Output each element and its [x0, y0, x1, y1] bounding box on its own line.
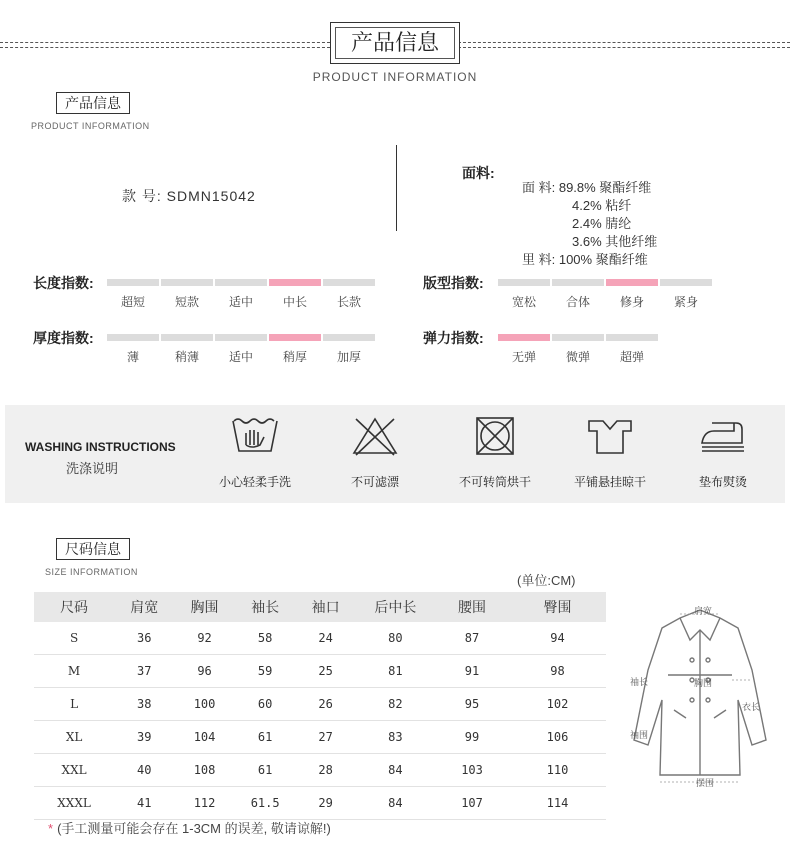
coat-label-sleeve-length: 袖长 [630, 677, 649, 687]
fabric-title: 面料: [462, 165, 495, 181]
index-option-label: 无弹 [511, 350, 536, 364]
wash-item-no-bleach [320, 415, 430, 490]
table-cell: 99 [464, 730, 480, 744]
table-cell: 60 [257, 697, 273, 711]
iron-with-cloth-icon [698, 415, 748, 457]
fabric-row: 里 料: 100% 聚酯纤维 [522, 252, 648, 267]
wash-label: 平铺悬挂晾干 [573, 475, 646, 489]
fabric-row: 面 料: 89.8% 聚酯纤维 [522, 180, 652, 195]
index-segment [606, 279, 658, 286]
table-cell: 84 [388, 763, 403, 777]
note-text: (手工测量可能会存在 1-3CM 的误差, 敬请谅解!) [57, 821, 331, 836]
size-cell: XL [65, 730, 83, 744]
index-segment [161, 279, 213, 286]
table-cell: 25 [318, 664, 333, 678]
table-cell: 103 [461, 763, 483, 777]
table-row [34, 655, 606, 688]
thickness-index-label: 厚度指数: [33, 330, 94, 346]
fabric-row: 2.4% 腈纶 [572, 216, 632, 231]
coat-label-chest: 胸围 [694, 678, 713, 688]
index-segment [606, 334, 658, 341]
length-index-label: 长度指数: [33, 275, 94, 291]
index-option-label: 合体 [565, 295, 590, 309]
table-cell: 40 [137, 763, 152, 777]
index-segment [215, 279, 267, 286]
header-divider-right [458, 42, 790, 48]
index-option-label: 超短 [120, 295, 145, 309]
table-cell: 27 [318, 730, 333, 744]
size-table-header [34, 592, 606, 622]
table-cell: 95 [464, 697, 480, 711]
table-cell: 28 [318, 763, 333, 777]
table-cell: 29 [318, 796, 333, 810]
index-option-label: 修身 [619, 295, 644, 309]
note-star: * [48, 821, 54, 836]
table-cell: 107 [461, 796, 483, 810]
index-option-label: 稍厚 [282, 350, 307, 364]
table-cell: 84 [388, 796, 403, 810]
product-section-title: 产品信息 [56, 92, 130, 114]
table-cell: 61 [257, 730, 273, 744]
index-segment [552, 334, 604, 341]
coat-label-cuff: 袖围 [630, 730, 649, 740]
table-cell: 58 [257, 631, 273, 645]
column-header: 肩宽 [114, 592, 174, 622]
table-cell: 59 [257, 664, 273, 678]
fit-index-label: 版型指数: [423, 275, 484, 291]
table-row [34, 721, 606, 754]
no-tumble-dry-icon [470, 415, 520, 457]
index-segment [269, 279, 321, 286]
table-cell: 96 [197, 664, 212, 678]
table-cell: 102 [546, 697, 569, 711]
table-cell: 106 [546, 730, 569, 744]
wash-item-no-tumble-dry [440, 415, 550, 490]
column-header: 腰围 [435, 592, 509, 622]
size-cell: L [70, 697, 79, 711]
washing-title-cn: 洗涤说明 [66, 461, 119, 476]
fabric-row: 3.6% 其他纤维 [572, 234, 658, 249]
index-segment [498, 279, 550, 286]
table-row [34, 622, 606, 655]
table-cell: 108 [193, 763, 216, 777]
column-header: 袖口 [296, 592, 356, 622]
wash-item-dry-flat [555, 415, 665, 490]
measurement-note [48, 818, 331, 837]
size-section-title: 尺码信息 [56, 538, 130, 560]
table-cell: 112 [193, 796, 216, 810]
table-cell: 82 [388, 697, 403, 711]
coat-label-body-length: 衣长 [742, 702, 761, 712]
wash-label: 垫布熨烫 [698, 475, 747, 489]
table-cell: 39 [137, 730, 152, 744]
size-cell: XXL [61, 763, 87, 777]
column-header: 臀围 [509, 592, 606, 622]
index-segment [323, 334, 375, 341]
product-section-subtitle: PRODUCT INFORMATION [31, 121, 150, 131]
size-table [34, 592, 606, 820]
coat-label-hem: 摆围 [696, 778, 715, 788]
column-header: 后中长 [356, 592, 435, 622]
table-cell: 26 [318, 697, 333, 711]
no-bleach-icon [350, 415, 400, 457]
washing-title: WASHING INSTRUCTIONS [25, 440, 176, 454]
size-section-subtitle: SIZE INFORMATION [45, 567, 138, 577]
table-row [34, 688, 606, 721]
wash-label: 不可转筒烘干 [458, 475, 531, 489]
table-cell: 41 [137, 796, 152, 810]
index-option-label: 长款 [336, 295, 361, 309]
table-cell: 61.5 [250, 796, 280, 810]
index-option-label: 紧身 [673, 295, 698, 309]
table-cell: 38 [137, 697, 152, 711]
index-option-label: 加厚 [336, 350, 361, 364]
table-row [34, 754, 606, 787]
index-option-label: 适中 [228, 295, 253, 309]
wash-label: 小心轻柔手洗 [218, 475, 291, 489]
size-cell: S [69, 631, 79, 645]
size-cell: XXXL [57, 796, 91, 810]
index-option-label: 短款 [174, 295, 199, 309]
index-option-label: 薄 [126, 350, 139, 364]
index-segment [323, 279, 375, 286]
index-option-label: 适中 [228, 350, 253, 364]
dry-flat-icon [585, 415, 635, 457]
table-cell: 98 [550, 664, 565, 678]
index-segment [660, 279, 712, 286]
index-option-label: 超弹 [619, 350, 644, 364]
index-option-label: 中长 [282, 295, 307, 309]
column-header: 胸围 [174, 592, 234, 622]
index-option-label: 微弹 [565, 350, 590, 364]
vertical-divider [396, 145, 397, 231]
wash-item-iron [668, 415, 778, 490]
index-segment [498, 334, 550, 341]
page-title: 产品信息 [330, 22, 460, 64]
table-cell: 110 [546, 763, 569, 777]
table-cell: 87 [464, 631, 480, 645]
index-option-label: 稍薄 [174, 350, 199, 364]
header-divider-left [0, 42, 330, 48]
table-row [34, 787, 606, 820]
table-cell: 104 [193, 730, 216, 744]
fabric-row: 4.2% 粘纤 [572, 198, 632, 213]
table-cell: 61 [257, 763, 273, 777]
table-cell: 37 [137, 664, 152, 678]
table-cell: 83 [388, 730, 403, 744]
size-unit: (单位:CM) [517, 573, 576, 588]
table-cell: 100 [193, 697, 216, 711]
index-option-label: 宽松 [511, 295, 536, 309]
coat-label-shoulder: 肩宽 [694, 606, 713, 616]
index-segment [215, 334, 267, 341]
wash-label: 不可滤漂 [350, 475, 399, 489]
wash-item-hand-wash [200, 415, 310, 490]
size-cell: M [67, 664, 81, 678]
index-segment [107, 279, 159, 286]
hand-wash-icon [230, 415, 280, 457]
table-cell: 81 [388, 664, 403, 678]
table-cell: 80 [388, 631, 403, 645]
table-cell: 24 [318, 631, 333, 645]
column-header: 袖长 [235, 592, 296, 622]
table-cell: 94 [550, 631, 565, 645]
style-number: 款 号: SDMN15042 [122, 188, 256, 204]
table-cell: 114 [546, 796, 569, 810]
coat-diagram [620, 600, 780, 790]
table-cell: 92 [197, 631, 212, 645]
page-subtitle: PRODUCT INFORMATION [312, 70, 478, 84]
index-segment [552, 279, 604, 286]
table-cell: 36 [137, 631, 152, 645]
column-header: 尺码 [34, 592, 114, 622]
index-segment [107, 334, 159, 341]
index-segment [161, 334, 213, 341]
index-segment [269, 334, 321, 341]
elasticity-index-label: 弹力指数: [423, 330, 484, 346]
table-cell: 91 [464, 664, 480, 678]
